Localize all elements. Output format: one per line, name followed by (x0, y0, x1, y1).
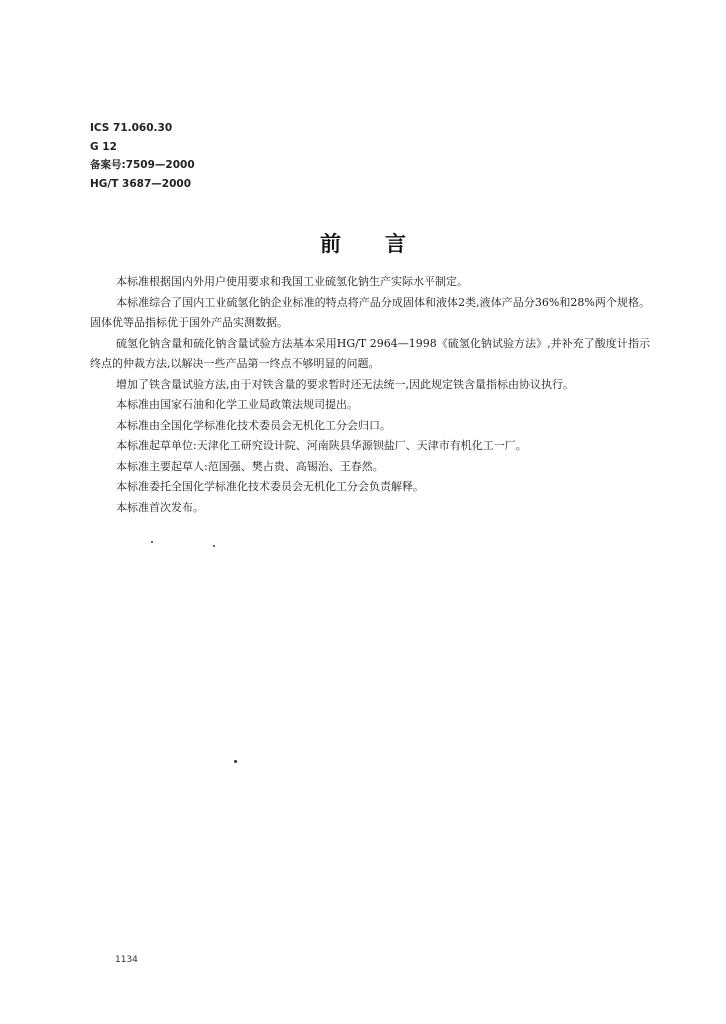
standard-number: HG/T 3687—2000 (90, 177, 192, 190)
paragraph: 本标准根据国内外用户使用要求和我国工业硫氢化钠生产实际水平制定。 (116, 275, 468, 288)
paragraph: 本标准主要起草人:范国强、樊占贵、高锡治、王春然。 (116, 459, 384, 473)
scan-speck (234, 760, 237, 763)
section-title: 前言 (320, 231, 450, 256)
filing-number: 备案号:7509—2000 (90, 159, 195, 171)
paragraph: 本标准起草单位:天津化工研究设计院、河南陕县华源钡盐厂、天津市有机化工一厂。 (116, 439, 527, 452)
paragraph: 增加了铁含量试验方法,由于对铁含量的要求暂时还无法统一,因此规定铁含量指标由协议执行。 (116, 377, 574, 391)
page-number: 1134 (115, 955, 138, 965)
paragraph: 本标准由全国化学标准化技术委员会无机化工分会归口。 (116, 418, 391, 432)
foreword-body (90, 272, 650, 518)
paragraph: 本标准由国家石油和化学工业局政策法规司提出。 (116, 398, 358, 411)
paragraph: 硫氢化钠含量和硫化钠含量试验方法基本采用HG/T 2964—1998《硫氢化钠试验方法》,并补充了酸度计指示终点的仲裁方法,以解决一些产品第一终点不够明显的问题。 (90, 336, 650, 370)
scan-speck (151, 541, 153, 543)
paragraph: 本标准首次发布。 (116, 500, 204, 514)
paragraph: 本标准委托全国化学标准化技术委员会无机化工分会负责解释。 (116, 480, 424, 493)
classification-code: G 12 (90, 140, 117, 153)
paragraph: 本标准综合了国内工业硫氢化钠企业标准的特点将产品分成固体和液体2类,液体产品分36%和28%两个规格。固体优等品指标优于国外产品实测数据。 (90, 295, 650, 329)
standard-header-block (90, 119, 195, 193)
scan-speck (213, 545, 215, 547)
ics-code: ICS 71.060.30 (90, 122, 173, 134)
